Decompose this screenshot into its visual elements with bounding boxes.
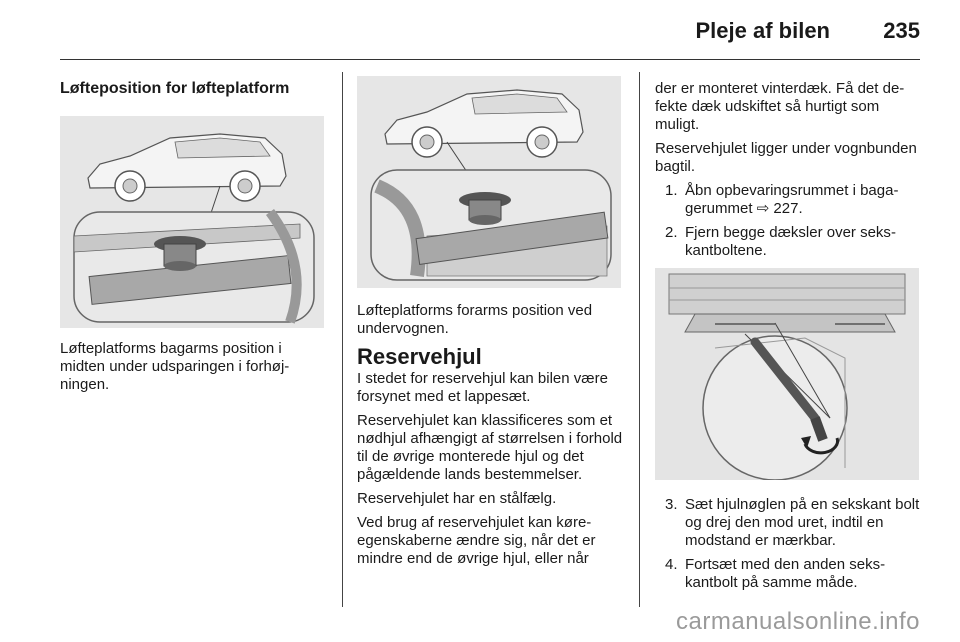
wheel-wrench-illustration	[655, 268, 919, 480]
step-number: 4.	[665, 556, 678, 573]
lift-position-heading: Løfteposition for løfteplatform	[60, 80, 290, 97]
paragraph: I stedet for reservehjul kan bilen være forsynet med et lappesæt.	[357, 370, 608, 405]
step-number: 2.	[665, 224, 678, 241]
paragraph: der er monteret vinterdæk. Få det defekte dæk udskiftet så hurtigt som muligt.	[655, 80, 905, 133]
rear-lift-caption: Løfteplatforms bagarms position i midten under udsparingen i forhøjningen.	[60, 340, 290, 393]
step-number: 3.	[665, 496, 678, 513]
step-number: 1.	[665, 182, 678, 199]
front-lift-illustration	[357, 76, 621, 288]
list-item	[655, 224, 923, 260]
watermark: carmanualsonline.info	[676, 608, 920, 635]
paragraph: Reservehjulet ligger under vognbunden bagtil.	[655, 140, 917, 175]
column-3	[655, 80, 923, 598]
list-item	[655, 182, 923, 218]
rear-lift-illustration	[60, 116, 324, 328]
column-divider-2	[639, 72, 640, 607]
list-item	[655, 556, 923, 592]
steps-list-a	[655, 182, 923, 260]
header-rule	[60, 59, 920, 60]
section-title-reservehjul: Reservehjul	[357, 344, 482, 369]
column-divider-1	[342, 72, 343, 607]
step-text: Åbn opbevaringsrummet i bagagerummet ⇨ 227.	[685, 182, 899, 217]
running-header-title: Pleje af bilen	[695, 18, 830, 43]
steps-list-b	[655, 496, 923, 592]
paragraph: Ved brug af reservehjulet kan køreegenskaberne ændre sig, når det er mindre end de øvrige hjul, eller når	[357, 514, 596, 567]
paragraph: Reservehjulet har en stålfælg.	[357, 490, 557, 507]
step-text: Fortsæt med den anden sekskantbolt på samme måde.	[685, 556, 886, 591]
column-2	[357, 76, 625, 574]
step-text: Fjern begge dæksler over sekskantboltene.	[685, 224, 896, 259]
list-item	[655, 496, 923, 550]
front-lift-caption: Løfteplatforms forarms position ved undervognen.	[357, 302, 593, 337]
step-text: Sæt hjulnøglen på en sekskant bolt og drej den mod uret, indtil en modstand er mærkbar.	[685, 496, 920, 549]
page-number: 235	[883, 18, 920, 43]
paragraph: Reservehjulet kan klassificeres som et nødhjul afhængigt af størrelsen i forhold til de øvrige monterede hjul og det pågældende lands bestemmelser.	[357, 412, 623, 483]
column-1	[60, 80, 328, 394]
